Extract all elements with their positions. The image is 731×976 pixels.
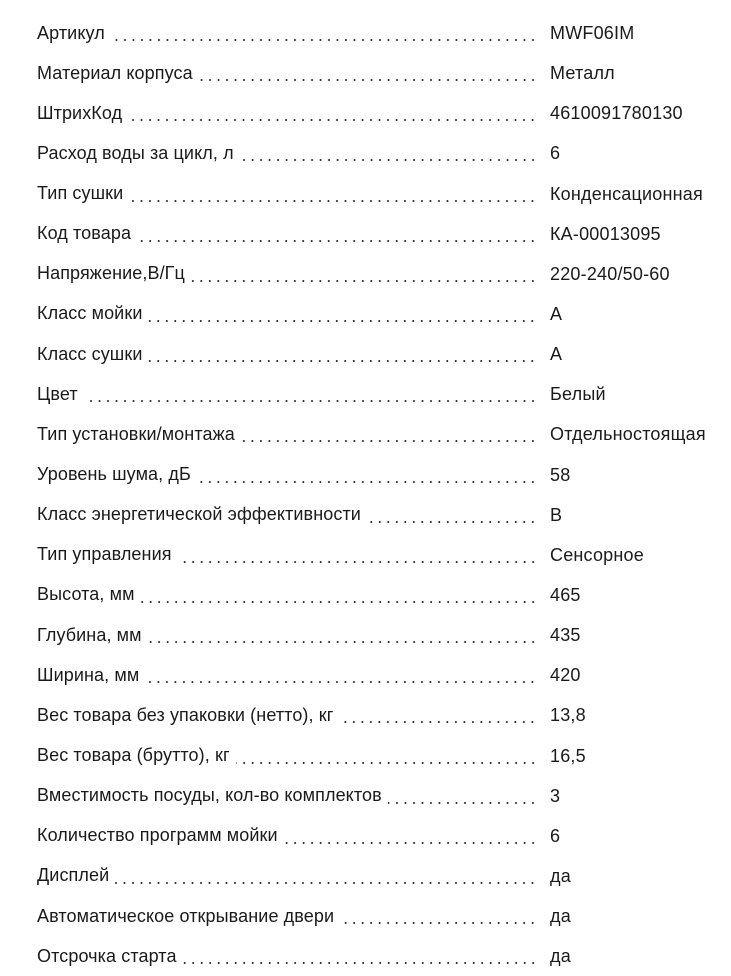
- dot-leader: [178, 535, 537, 575]
- spec-row: [0, 776, 731, 816]
- spec-label: Расход воды за цикл, л: [37, 142, 234, 163]
- spec-value: 420: [550, 665, 581, 686]
- spec-row: [0, 816, 731, 856]
- spec-label: Вес товара (брутто), кг: [37, 745, 230, 766]
- spec-row: [0, 334, 731, 374]
- dot-leader: [340, 896, 537, 936]
- spec-row: [0, 93, 731, 133]
- dot-leader: [115, 856, 537, 896]
- spec-row: [0, 495, 731, 535]
- spec-label: Отсрочка старта: [37, 945, 177, 966]
- spec-label: Цвет: [37, 383, 78, 404]
- dot-leader: [339, 695, 537, 735]
- spec-value: MWF06IM: [550, 23, 635, 43]
- spec-label: Высота, мм: [37, 584, 135, 605]
- spec-row: [0, 736, 731, 776]
- dot-leader: [148, 334, 537, 374]
- spec-value: Металл: [550, 63, 615, 84]
- spec-value: 13,8: [550, 705, 586, 726]
- spec-value: Отдельностоящая: [550, 424, 706, 445]
- dot-leader: [148, 294, 537, 334]
- dot-leader: [241, 414, 537, 454]
- dot-leader: [284, 816, 537, 856]
- spec-value: да: [550, 906, 571, 927]
- spec-value: 6: [550, 825, 561, 846]
- spec-row: [0, 896, 731, 936]
- spec-label: Артикул: [37, 22, 105, 43]
- dot-leader: [236, 736, 537, 776]
- spec-value: 3: [550, 785, 561, 806]
- dot-leader: [141, 575, 537, 615]
- dot-leader: [111, 13, 537, 53]
- spec-label: Ширина, мм: [37, 664, 140, 685]
- spec-value: Сенсорное: [550, 544, 644, 565]
- spec-row: [0, 575, 731, 615]
- spec-label: Тип управления: [37, 544, 172, 565]
- spec-value: 58: [550, 464, 571, 485]
- dot-leader: [128, 93, 537, 133]
- dot-leader: [145, 655, 537, 695]
- spec-value: 465: [550, 584, 581, 605]
- spec-value: 16,5: [550, 745, 586, 766]
- spec-row: [0, 535, 731, 575]
- spec-row: [0, 254, 731, 294]
- spec-value: 4610091780130: [550, 103, 683, 124]
- spec-label: Дисплей: [37, 865, 110, 886]
- spec-value: A: [550, 303, 563, 324]
- spec-value: A: [550, 344, 563, 365]
- spec-label: Класс сушки: [37, 343, 143, 364]
- spec-value: да: [550, 946, 571, 967]
- spec-label: Автоматическое открывание двери: [37, 905, 335, 926]
- spec-row: [0, 294, 731, 334]
- spec-row: [0, 13, 731, 53]
- spec-row: [0, 133, 731, 173]
- spec-value: да: [550, 865, 571, 886]
- spec-row: [0, 615, 731, 655]
- dot-leader: [137, 214, 537, 254]
- spec-row: [0, 695, 731, 735]
- spec-row: [0, 214, 731, 254]
- dot-leader: [197, 455, 537, 495]
- dot-leader: [240, 133, 537, 173]
- spec-row: [0, 53, 731, 93]
- spec-value: 220-240/50-60: [550, 263, 670, 284]
- dot-leader: [129, 174, 537, 214]
- spec-label: Код товара: [37, 223, 132, 244]
- spec-row: [0, 655, 731, 695]
- spec-label: ШтрихКод: [37, 102, 123, 123]
- dot-leader: [84, 374, 537, 414]
- spec-value: Конденсационная: [550, 183, 703, 204]
- spec-row: [0, 936, 731, 976]
- spec-row: [0, 374, 731, 414]
- spec-label: Тип установки/монтажа: [37, 423, 235, 444]
- spec-label: Напряжение,В/Гц: [37, 263, 185, 284]
- spec-row: [0, 414, 731, 454]
- dot-leader: [199, 53, 537, 93]
- spec-row: [0, 455, 731, 495]
- dot-leader: [183, 936, 537, 976]
- spec-value: 6: [550, 143, 561, 164]
- specifications-list: [0, 13, 731, 976]
- spec-label: Тип сушки: [37, 183, 124, 204]
- dot-leader: [388, 776, 537, 816]
- spec-value: Белый: [550, 384, 606, 405]
- spec-value: B: [550, 504, 563, 525]
- spec-value: 435: [550, 625, 581, 646]
- spec-label: Класс энергетической эффективности: [37, 504, 361, 525]
- spec-row: [0, 856, 731, 896]
- spec-label: Уровень шума, дБ: [37, 464, 191, 485]
- spec-row: [0, 174, 731, 214]
- spec-label: Количество программ мойки: [37, 825, 278, 846]
- spec-value: КА-00013095: [550, 223, 661, 244]
- spec-label: Класс мойки: [37, 303, 143, 324]
- dot-leader: [148, 615, 537, 655]
- spec-label: Глубина, мм: [37, 624, 142, 645]
- spec-label: Вместимость посуды, кол-во комплектов: [37, 785, 382, 806]
- dot-leader: [367, 495, 537, 535]
- spec-label: Материал корпуса: [37, 62, 193, 83]
- spec-label: Вес товара без упаковки (нетто), кг: [37, 704, 334, 725]
- dot-leader: [191, 254, 537, 294]
